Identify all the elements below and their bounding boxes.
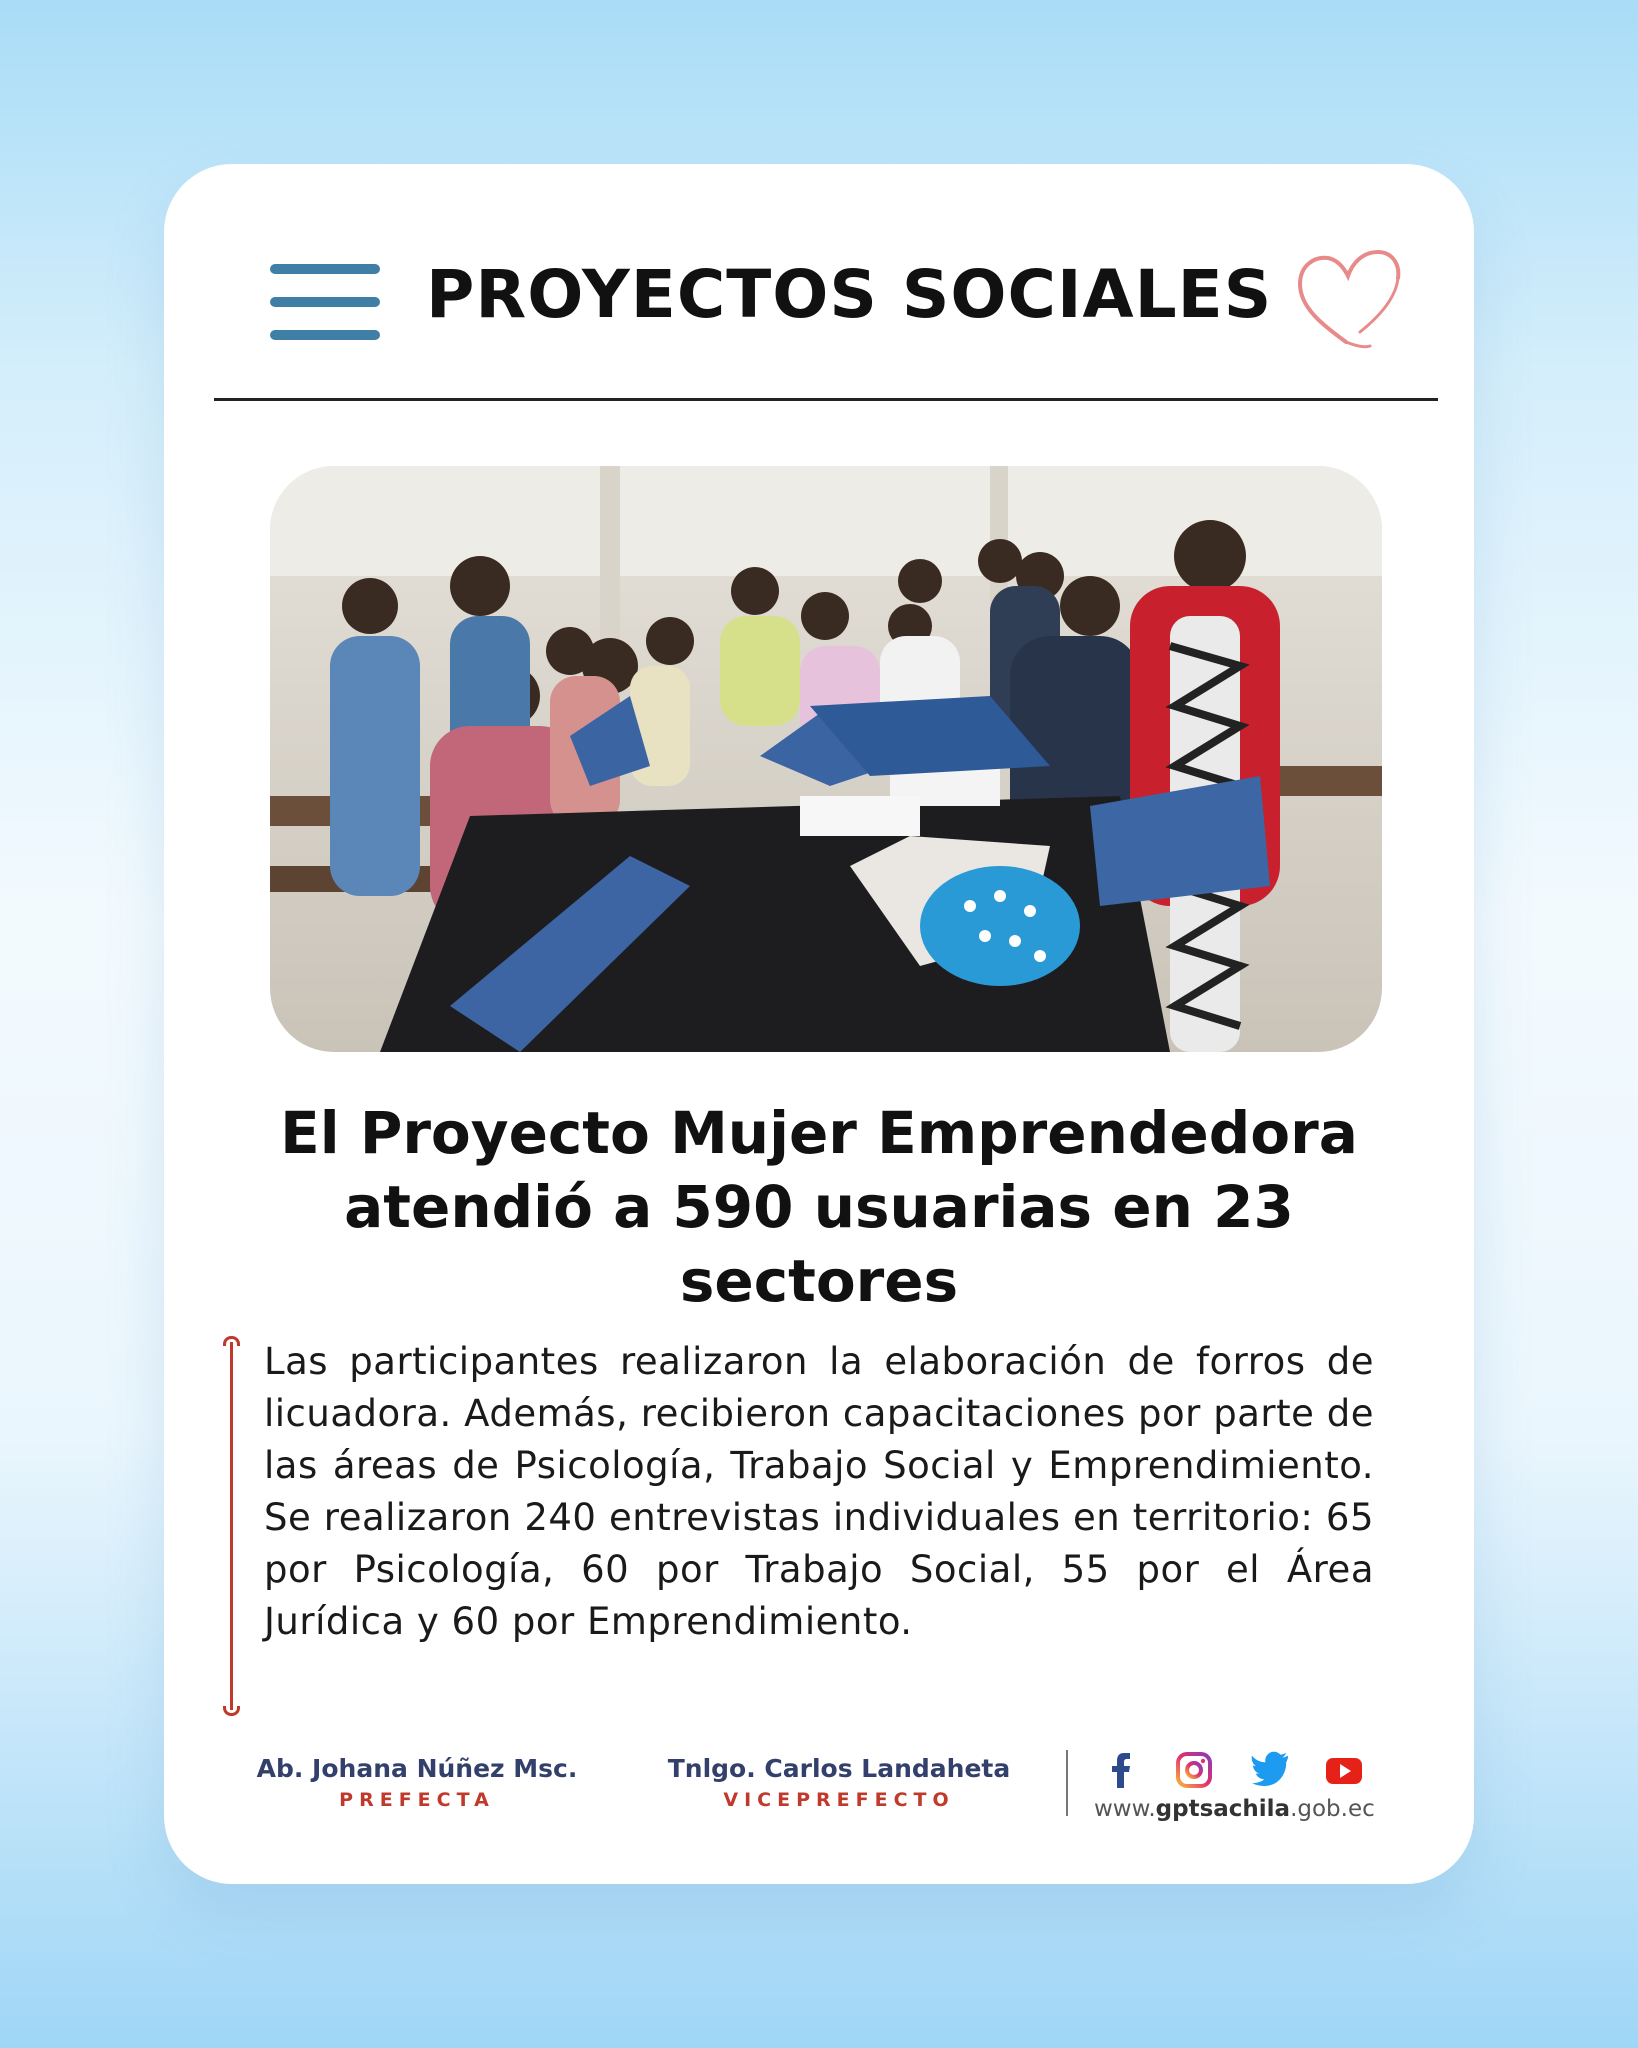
- official-role: PREFECTA: [339, 1789, 495, 1811]
- website-prefix: www.: [1094, 1796, 1156, 1822]
- article-headline: El Proyecto Mujer Emprendedora atendió a 590 usuarias en 23 sectores: [280, 1099, 1358, 1315]
- official-name: Tnlgo. Carlos Landaheta: [667, 1754, 1011, 1783]
- instagram-icon[interactable]: [1174, 1750, 1214, 1790]
- facebook-icon[interactable]: [1102, 1750, 1142, 1790]
- social-links: [1102, 1750, 1402, 1790]
- official-name: Ab. Johana Núñez Msc.: [256, 1754, 578, 1783]
- official-prefecta: [252, 1754, 582, 1811]
- footer-divider: [1066, 1750, 1068, 1816]
- group-photo: [270, 466, 1382, 1052]
- header-divider: [214, 398, 1438, 401]
- accent-bar: [230, 1342, 233, 1710]
- article-body: Las participantes realizaron la elaboración de forros de licuadora. Además, recibieron capacitaciones por parte de las áreas de Psicología, Trabajo Social y Emprendimiento. Se realizaron 240 entrevistas individuales en territorio: 65 por Psicología, 60 por Trabajo Social, 55 por el Área Jurídica y 60 por Emprendimiento.: [264, 1340, 1374, 1643]
- twitter-icon[interactable]: [1250, 1750, 1290, 1790]
- hamburger-menu-icon[interactable]: [270, 264, 380, 340]
- website-suffix: .gob.ec: [1290, 1796, 1375, 1822]
- accent-bar-bottom: [223, 1706, 240, 1716]
- website-domain: gptsachila: [1155, 1796, 1291, 1822]
- header: [164, 164, 1474, 404]
- official-viceprefecto: [664, 1754, 1014, 1811]
- heart-icon: [1294, 246, 1404, 356]
- youtube-icon[interactable]: [1324, 1750, 1364, 1790]
- page-title: PROYECTOS SOCIALES: [426, 256, 1273, 333]
- post-card: [164, 164, 1474, 1884]
- footer: [164, 1754, 1474, 1854]
- official-role: VICEPREFECTO: [723, 1789, 955, 1811]
- website-link[interactable]: [1094, 1796, 1375, 1822]
